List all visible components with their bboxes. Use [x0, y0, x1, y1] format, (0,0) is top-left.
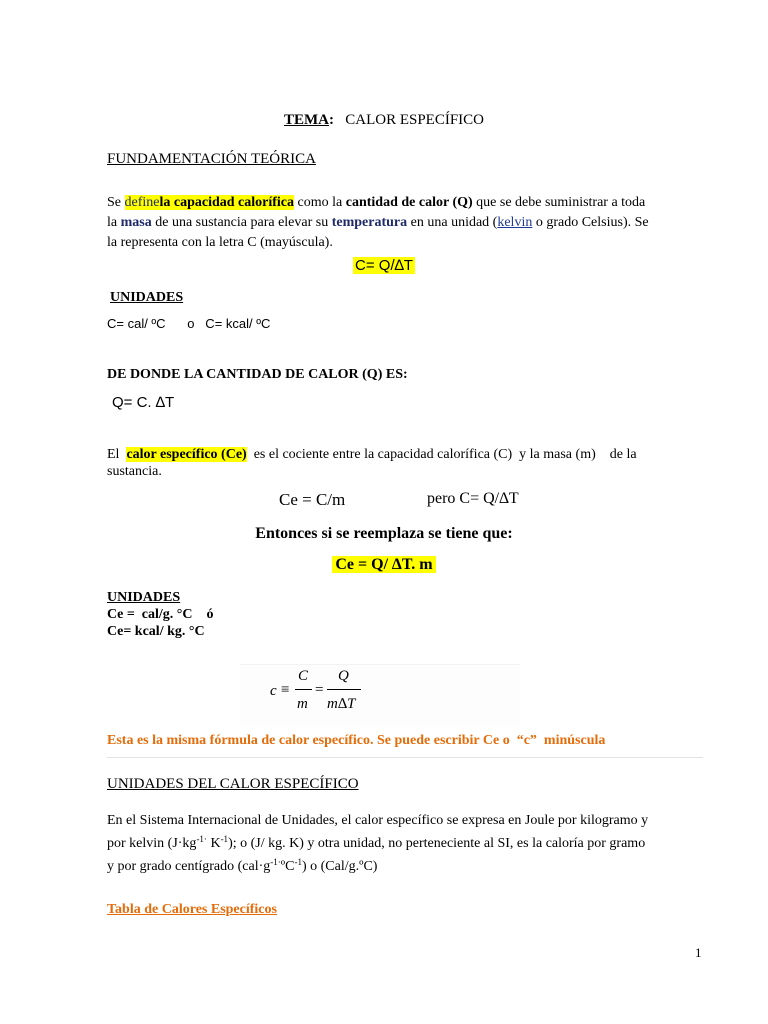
p3-text: por kelvin (J·kg	[107, 836, 197, 851]
p3-text: ºC	[280, 859, 295, 874]
fraction-bar-2	[327, 689, 361, 690]
formula-c	[0, 257, 768, 274]
document-title	[0, 112, 768, 129]
p1-bold-cantidad: cantidad de calor (Q)	[345, 195, 473, 210]
section-heading-unidades-calor: UNIDADES DEL CALOR ESPECÍFICO	[107, 776, 359, 792]
p1-highlight-capacidad: la capacidad calorífica	[159, 195, 295, 210]
kelvin-link[interactable]: kelvin	[497, 215, 533, 230]
p1-text: o grado Celsius). Se	[532, 215, 649, 230]
fraction-bar-1	[295, 689, 312, 690]
formula-c-text: C= Q/∆T	[355, 257, 413, 274]
entonces-line: Entonces si se reemplaza se tiene que:	[255, 525, 513, 542]
orange-note: Esta es la misma fórmula de calor específico. Se puede escribir Ce o “c” minúscula	[107, 733, 606, 748]
paragraph-calor-especifico	[107, 446, 707, 480]
p3-line-1: En el Sistema Internacional de Unidades, el calor específico se expresa en Joule por kilogramo y	[107, 813, 649, 828]
unidades-2-line-1: Ce = cal/g. °C ó	[107, 607, 214, 622]
formula-pero: pero C= Q/∆T	[427, 490, 519, 507]
p2-line-2: sustancia.	[107, 464, 162, 479]
p1-text: Se	[107, 195, 125, 210]
formula-equiv: ≡	[281, 682, 290, 698]
p1-bold-masa: masa	[120, 215, 152, 230]
formula-q: Q= C. ∆T	[112, 394, 175, 411]
tabla-calores-link[interactable]: Tabla de Calores Específicos	[107, 902, 277, 917]
formula-ce	[0, 556, 768, 574]
p1-bold-temperatura: temperatura	[331, 215, 408, 230]
formula-c-symbol: c	[270, 683, 277, 699]
p1-text: como la	[294, 195, 346, 210]
unidades-block-2	[107, 589, 214, 640]
unidades-line-1: C= cal/ ºC o C= kcal/ ºC	[107, 316, 271, 331]
p1-line-3: la representa con la letra C (mayúscula).	[107, 235, 333, 250]
title-colon: :	[328, 112, 334, 128]
unidades-heading-1: UNIDADES	[110, 290, 184, 305]
p3-line-2	[107, 830, 717, 853]
separator-line	[107, 757, 703, 758]
p1-line-1	[107, 193, 707, 213]
p2-text: es el cociente entre la capacidad calorífica (C) y la masa (m) de la	[246, 447, 637, 462]
section-heading-fundamentacion: FUNDAMENTACIÓN TEÓRICA	[107, 151, 316, 167]
p3-sup: -1·	[196, 834, 207, 844]
formula-ce-text: Ce = Q/ ∆T. m	[332, 556, 435, 573]
formula-den-mdt: m∆T	[327, 696, 356, 712]
p2-text: El	[107, 447, 127, 462]
formula-equals: =	[315, 682, 324, 698]
p2-line-1	[107, 446, 707, 463]
p1-text: en una unidad (	[407, 215, 498, 230]
title-text: CALOR ESPECÍFICO	[345, 112, 485, 128]
p3-sup: -1	[294, 857, 302, 867]
p3-sup: -1	[220, 834, 229, 844]
formula-ce-cm: Ce = C/m	[279, 490, 346, 509]
title-label: TEMA	[283, 112, 329, 128]
p2-highlight-calor-especifico: calor específico (Ce)	[126, 447, 247, 462]
de-donde-heading: DE DONDE LA CANTIDAD DE CALOR (Q) ES:	[107, 367, 408, 382]
p3-text: ) o (Cal/g.ºC)	[301, 859, 378, 874]
p3-text: K	[206, 836, 221, 851]
paragraph-unidades-si	[107, 811, 717, 876]
p3-line-3	[107, 853, 717, 876]
unidades-heading-2: UNIDADES	[107, 590, 181, 605]
unidades-2-line-2: Ce= kcal/ kg. °C	[107, 624, 205, 639]
p1-highlight-define: define	[124, 195, 160, 210]
p3-text: y por grado centígrado (cal·g	[107, 859, 271, 874]
p1-text: de una sustancia para elevar su	[151, 215, 332, 230]
formula-num-c: C	[298, 668, 309, 684]
p1-line-2	[107, 213, 707, 233]
p1-text: que se debe suministrar a toda	[472, 195, 646, 210]
paragraph-capacidad-calorifica	[107, 193, 707, 253]
p3-text: ); o (J/ kg. K) y otra unidad, no perteneciente al SI, es la caloría por gramo	[228, 836, 646, 851]
p1-text: la	[107, 215, 121, 230]
formula-num-q: Q	[338, 668, 349, 684]
formula-den-m: m	[297, 696, 308, 712]
p3-sup: -1·	[270, 857, 281, 867]
page-number: 1	[695, 945, 702, 960]
